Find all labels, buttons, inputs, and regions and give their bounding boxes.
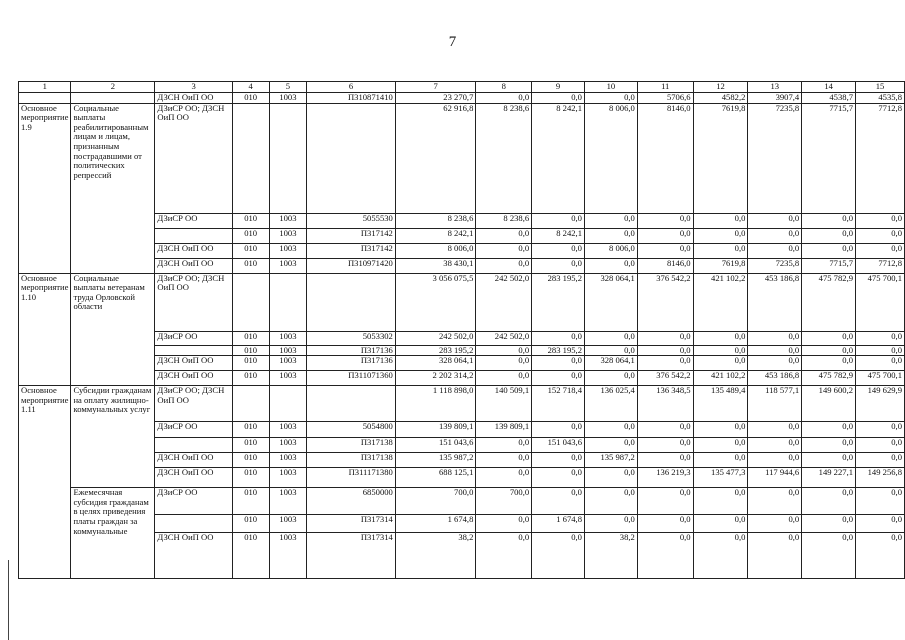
table-cell: 1 674,8	[395, 515, 476, 533]
table-cell: 0,0	[856, 533, 905, 579]
table-cell: 010	[232, 468, 269, 488]
header-cell: 7	[395, 82, 476, 93]
table-cell: 4535,8	[856, 93, 905, 104]
table-cell: 0,0	[693, 533, 748, 579]
table-cell: 135 987,2	[584, 453, 637, 468]
table-cell	[307, 386, 396, 422]
table-cell: П317136	[307, 356, 396, 371]
table-cell: 0,0	[532, 93, 585, 104]
table-cell: 1003	[269, 488, 307, 515]
table-cell: 1003	[269, 228, 307, 243]
group-desc-cell: Социальные выплаты реабилитированным лицам и лицам, признанным пострадавшими от политических репрессий	[71, 103, 155, 273]
table-cell: ДЗСН ОиП ОО	[155, 468, 232, 488]
table-cell: 0,0	[693, 331, 748, 345]
table-cell: 0,0	[693, 453, 748, 468]
table-cell: 010	[232, 453, 269, 468]
table-cell: 151 043,6	[532, 438, 585, 453]
table-cell: П310871410	[307, 93, 396, 104]
table-cell	[155, 228, 232, 243]
table-cell: 136 025,4	[584, 386, 637, 422]
table-row	[19, 488, 905, 515]
table-cell: 010	[232, 515, 269, 533]
table-cell: ДЗСН ОиП ОО	[155, 93, 232, 104]
table-cell: ДЗиСР ОО	[155, 331, 232, 345]
table-cell: 38,2	[584, 533, 637, 579]
table-cell: 0,0	[584, 422, 637, 438]
table-cell: 0,0	[532, 422, 585, 438]
group-label-cell: Основное мероприятие 1.11	[19, 386, 71, 579]
table-cell: 010	[232, 228, 269, 243]
table-cell: 7715,7	[802, 103, 856, 213]
table-cell: 3 056 075,5	[395, 273, 476, 331]
table-cell: 0,0	[856, 453, 905, 468]
table-cell: П317136	[307, 345, 396, 356]
table-cell: ДЗиСР ОО	[155, 213, 232, 228]
table-cell: 1003	[269, 213, 307, 228]
table-cell: 010	[232, 371, 269, 386]
table-cell: 0,0	[476, 258, 532, 273]
table-cell: 2 202 314,2	[395, 371, 476, 386]
table-cell: 0,0	[802, 243, 856, 258]
table-cell: 140 509,1	[476, 386, 532, 422]
table-cell: 5706,6	[637, 93, 693, 104]
table-row	[19, 93, 905, 104]
table-cell: 0,0	[856, 356, 905, 371]
table-cell: 0,0	[693, 345, 748, 356]
table-cell: 010	[232, 331, 269, 345]
table-cell: 0,0	[802, 488, 856, 515]
table-cell: 152 718,4	[532, 386, 585, 422]
table-cell: 8 006,0	[584, 243, 637, 258]
table-cell: 010	[232, 213, 269, 228]
table-cell: 0,0	[802, 515, 856, 533]
table-cell	[155, 345, 232, 356]
table-cell: П317142	[307, 243, 396, 258]
table-cell: 118 577,1	[748, 386, 802, 422]
header-cell: 4	[232, 82, 269, 93]
header-cell: 12	[693, 82, 748, 93]
header-row	[19, 82, 905, 93]
header-cell: 1	[19, 82, 71, 93]
table-cell: 0,0	[532, 331, 585, 345]
table-cell: 6850000	[307, 488, 396, 515]
table-cell: 0,0	[637, 243, 693, 258]
table-cell: 8146,0	[637, 103, 693, 213]
budget-table	[18, 81, 905, 579]
table-cell: 688 125,1	[395, 468, 476, 488]
table-cell: 1003	[269, 453, 307, 468]
header-cell: 13	[748, 82, 802, 93]
table-cell: 0,0	[856, 213, 905, 228]
table-cell: П317142	[307, 228, 396, 243]
table-cell: 0,0	[856, 488, 905, 515]
table-cell: 0,0	[748, 331, 802, 345]
table-cell: 8 242,1	[395, 228, 476, 243]
table-cell: 1003	[269, 243, 307, 258]
table-cell: 0,0	[476, 228, 532, 243]
table-cell	[269, 103, 307, 213]
table-cell: 135 987,2	[395, 453, 476, 468]
table-cell: ДЗСН ОиП ОО	[155, 371, 232, 386]
table-cell: 0,0	[584, 371, 637, 386]
table-cell: 0,0	[532, 453, 585, 468]
table-cell: 0,0	[532, 243, 585, 258]
table-cell: 0,0	[637, 356, 693, 371]
table-cell: 62 916,8	[395, 103, 476, 213]
table-cell: 0,0	[802, 533, 856, 579]
table-cell: 149 629,9	[856, 386, 905, 422]
header-cell: 14	[802, 82, 856, 93]
table-cell: 475 782,9	[802, 371, 856, 386]
group-desc-cell: Социальные выплаты ветеранам труда Орловской области	[71, 273, 155, 386]
table-cell: 7715,7	[802, 258, 856, 273]
table-cell: 475 700,1	[856, 273, 905, 331]
table-cell: 0,0	[532, 371, 585, 386]
header-cell: 3	[155, 82, 232, 93]
table-cell: 0,0	[693, 488, 748, 515]
table-cell: 010	[232, 345, 269, 356]
group-label-cell	[19, 93, 71, 104]
table-cell: ДЗиСР ОО; ДЗСН ОиП ОО	[155, 386, 232, 422]
table-cell: 7235,8	[748, 103, 802, 213]
table-cell: 0,0	[532, 468, 585, 488]
table-cell: 0,0	[584, 468, 637, 488]
table-cell: П317314	[307, 515, 396, 533]
table-cell: ДЗиСР ОО; ДЗСН ОиП ОО	[155, 273, 232, 331]
table-cell: 0,0	[584, 228, 637, 243]
group-desc-cell	[71, 93, 155, 104]
table-cell: 283 195,2	[395, 345, 476, 356]
table-cell: ДЗиСР ОО	[155, 422, 232, 438]
table-cell: 8 242,1	[532, 103, 585, 213]
table-cell: 0,0	[748, 515, 802, 533]
table-cell: 700,0	[395, 488, 476, 515]
table-cell: 0,0	[748, 422, 802, 438]
table-cell: 1003	[269, 438, 307, 453]
table-cell: 0,0	[748, 228, 802, 243]
table-cell: 5054800	[307, 422, 396, 438]
table-cell: 0,0	[637, 422, 693, 438]
table-cell: 136 219,3	[637, 468, 693, 488]
table-cell: 0,0	[476, 345, 532, 356]
table-cell: 010	[232, 356, 269, 371]
header-cell: 9	[532, 82, 585, 93]
table-cell: ДЗСН ОиП ОО	[155, 453, 232, 468]
table-cell	[307, 273, 396, 331]
table-cell: ДЗСН ОиП ОО	[155, 533, 232, 579]
table-cell: 7712,8	[856, 258, 905, 273]
table-cell: 1 118 898,0	[395, 386, 476, 422]
table-cell: ДЗСН ОиП ОО	[155, 258, 232, 273]
table-cell: 8 006,0	[395, 243, 476, 258]
table-cell: 0,0	[476, 93, 532, 104]
table-cell: 149 227,1	[802, 468, 856, 488]
table-cell: 4582,2	[693, 93, 748, 104]
table-cell: П317314	[307, 533, 396, 579]
table-cell: 0,0	[476, 371, 532, 386]
table-cell: 0,0	[476, 356, 532, 371]
table-cell: 0,0	[748, 438, 802, 453]
table-cell: 8 238,6	[476, 103, 532, 213]
table-cell: 136 348,5	[637, 386, 693, 422]
table-cell: 010	[232, 488, 269, 515]
table-cell: 0,0	[637, 331, 693, 345]
table-cell: 0,0	[584, 213, 637, 228]
table-cell: ДЗСН ОиП ОО	[155, 356, 232, 371]
table-cell: 1003	[269, 515, 307, 533]
table-cell: 0,0	[532, 213, 585, 228]
table-cell: 149 256,8	[856, 468, 905, 488]
table-cell	[155, 438, 232, 453]
table-cell: 4538,7	[802, 93, 856, 104]
table-cell: 7619,8	[693, 103, 748, 213]
table-cell: 0,0	[476, 438, 532, 453]
table-cell: 1003	[269, 258, 307, 273]
table-cell: 475 782,9	[802, 273, 856, 331]
table-cell: 328 064,1	[584, 273, 637, 331]
table-cell: 0,0	[748, 213, 802, 228]
table-cell: 0,0	[584, 258, 637, 273]
table-cell: 1003	[269, 422, 307, 438]
table-cell	[232, 103, 269, 213]
header-cell: 10	[584, 82, 637, 93]
table-cell: 0,0	[856, 228, 905, 243]
table-cell: 010	[232, 422, 269, 438]
table-cell: 139 809,1	[476, 422, 532, 438]
table-cell: 8146,0	[637, 258, 693, 273]
table-cell: 0,0	[584, 488, 637, 515]
header-cell: 8	[476, 82, 532, 93]
table-cell: 0,0	[693, 422, 748, 438]
table-cell: 0,0	[802, 228, 856, 243]
table-cell: 0,0	[476, 453, 532, 468]
table-cell: 0,0	[584, 93, 637, 104]
table-cell: П310971420	[307, 258, 396, 273]
table-cell: 283 195,2	[532, 345, 585, 356]
table-cell: 0,0	[532, 356, 585, 371]
table-cell: 0,0	[856, 438, 905, 453]
table-cell: 328 064,1	[395, 356, 476, 371]
table-cell	[269, 386, 307, 422]
table-cell: 8 242,1	[532, 228, 585, 243]
table-cell: ДЗиСР ОО	[155, 488, 232, 515]
table-cell: 242 502,0	[395, 331, 476, 345]
table-cell: 1003	[269, 371, 307, 386]
table-cell: 5055530	[307, 213, 396, 228]
table-cell: 0,0	[802, 356, 856, 371]
table-cell: 0,0	[476, 468, 532, 488]
table-cell: 8 238,6	[476, 213, 532, 228]
table-cell: 0,0	[532, 258, 585, 273]
table-cell: 0,0	[856, 243, 905, 258]
table-cell	[232, 273, 269, 331]
table-cell: 1003	[269, 331, 307, 345]
table-cell: 0,0	[802, 422, 856, 438]
table-cell	[269, 273, 307, 331]
table-cell: 475 700,1	[856, 371, 905, 386]
table-cell: 0,0	[693, 438, 748, 453]
table-cell: 0,0	[637, 345, 693, 356]
table-cell: ДЗиСР ОО; ДЗСН ОиП ОО	[155, 103, 232, 213]
table-cell: 0,0	[748, 356, 802, 371]
table-cell: 328 064,1	[584, 356, 637, 371]
table-cell: 1003	[269, 468, 307, 488]
table-cell: 700,0	[476, 488, 532, 515]
table-cell: 0,0	[584, 331, 637, 345]
table-cell: 242 502,0	[476, 273, 532, 331]
table-cell: 0,0	[637, 438, 693, 453]
table-cell: 010	[232, 533, 269, 579]
table-cell: 3907,4	[748, 93, 802, 104]
table-cell: 376 542,2	[637, 273, 693, 331]
table-cell: 0,0	[693, 356, 748, 371]
table-cell: 0,0	[748, 453, 802, 468]
table-cell	[155, 515, 232, 533]
table-cell: 149 600,2	[802, 386, 856, 422]
table-cell: 453 186,8	[748, 273, 802, 331]
table-cell: 1003	[269, 345, 307, 356]
header-cell: 11	[637, 82, 693, 93]
table-cell: 7619,8	[693, 258, 748, 273]
table-cell: 0,0	[802, 345, 856, 356]
table-cell: 0,0	[748, 243, 802, 258]
table-cell: 453 186,8	[748, 371, 802, 386]
table-cell: 0,0	[748, 533, 802, 579]
table-cell: 0,0	[693, 515, 748, 533]
table-cell: 010	[232, 258, 269, 273]
table-cell: 0,0	[584, 345, 637, 356]
table-cell: 38,2	[395, 533, 476, 579]
group-label-cell: Основное мероприятие 1.10	[19, 273, 71, 386]
table-cell: 1 674,8	[532, 515, 585, 533]
page-number: 7	[448, 34, 457, 50]
table-cell: 117 944,6	[748, 468, 802, 488]
table-cell: 23 270,7	[395, 93, 476, 104]
table-cell: 0,0	[856, 422, 905, 438]
table-cell: 0,0	[802, 213, 856, 228]
header-cell: 2	[71, 82, 155, 93]
table-cell: 135 489,4	[693, 386, 748, 422]
table-cell: П311071360	[307, 371, 396, 386]
table-row	[19, 273, 905, 331]
table-cell: 0,0	[802, 331, 856, 345]
table-cell: ДЗСН ОиП ОО	[155, 243, 232, 258]
table-row	[19, 386, 905, 422]
table-cell: 0,0	[637, 213, 693, 228]
table-cell: 010	[232, 243, 269, 258]
group-desc-cell: Субсидии гражданам на оплату жилищно-коммунальных услуг	[71, 386, 155, 488]
table-cell: 0,0	[476, 243, 532, 258]
table-cell: 0,0	[693, 213, 748, 228]
table-cell: 151 043,6	[395, 438, 476, 453]
header-cell: 6	[307, 82, 396, 93]
table-cell: П317138	[307, 453, 396, 468]
table-cell: 1003	[269, 533, 307, 579]
table-cell: 8 006,0	[584, 103, 637, 213]
table-cell: 0,0	[748, 488, 802, 515]
table-row	[19, 103, 905, 213]
table-cell: 010	[232, 438, 269, 453]
table-cell: 0,0	[584, 438, 637, 453]
table-cell: 1003	[269, 93, 307, 104]
table-cell: 0,0	[802, 438, 856, 453]
table-cell	[232, 386, 269, 422]
table-cell: 7235,8	[748, 258, 802, 273]
table-cell: 38 430,1	[395, 258, 476, 273]
table-cell: 0,0	[476, 533, 532, 579]
group-desc-cell: Ежемесячная субсидия гражданам в целях приведения платы граждан за коммунальные	[71, 488, 155, 579]
table-cell: 421 102,2	[693, 273, 748, 331]
table-cell: 139 809,1	[395, 422, 476, 438]
table-cell	[307, 103, 396, 213]
table-cell: 5053302	[307, 331, 396, 345]
table-cell: П317138	[307, 438, 396, 453]
table-cell: 283 195,2	[532, 273, 585, 331]
table-cell: 0,0	[802, 453, 856, 468]
table-cell: 0,0	[856, 345, 905, 356]
table-cell: 135 477,3	[693, 468, 748, 488]
table-cell: 0,0	[637, 228, 693, 243]
header-cell: 15	[856, 82, 905, 93]
table-cell: 376 542,2	[637, 371, 693, 386]
table-cell: 0,0	[532, 533, 585, 579]
margin-rule	[8, 560, 9, 640]
table-cell: 0,0	[637, 533, 693, 579]
table-cell: П311171380	[307, 468, 396, 488]
table-cell: 0,0	[693, 243, 748, 258]
table-cell: 010	[232, 93, 269, 104]
table-cell: 242 502,0	[476, 331, 532, 345]
group-label-cell: Основное мероприятие 1.9	[19, 103, 71, 273]
table-cell: 0,0	[637, 515, 693, 533]
table-cell: 0,0	[584, 515, 637, 533]
table-cell: 421 102,2	[693, 371, 748, 386]
table-cell: 0,0	[856, 515, 905, 533]
table-cell: 0,0	[856, 331, 905, 345]
table-cell: 0,0	[637, 453, 693, 468]
table-cell: 0,0	[637, 488, 693, 515]
table-cell: 0,0	[748, 345, 802, 356]
header-cell: 5	[269, 82, 307, 93]
table-cell: 1003	[269, 356, 307, 371]
table-cell: 0,0	[532, 488, 585, 515]
table-cell: 0,0	[693, 228, 748, 243]
table-cell: 8 238,6	[395, 213, 476, 228]
table-cell: 0,0	[476, 515, 532, 533]
table-cell: 7712,8	[856, 103, 905, 213]
